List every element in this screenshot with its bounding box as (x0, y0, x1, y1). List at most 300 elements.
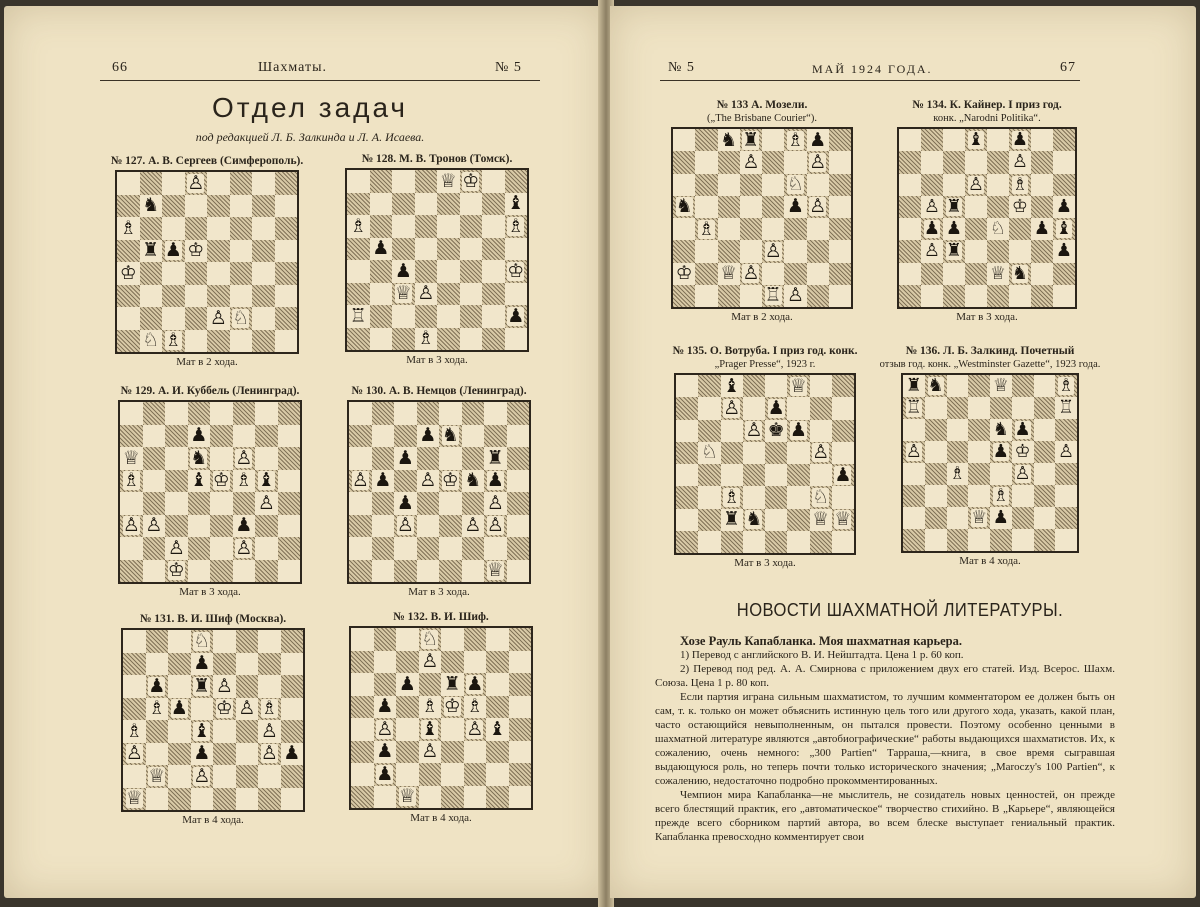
board-square (903, 507, 925, 529)
white-queen-icon: ♕ (398, 785, 416, 808)
board-square (372, 560, 395, 583)
white-bishop-icon: ♗ (697, 217, 715, 240)
board-square (987, 285, 1009, 307)
board-square (419, 628, 442, 651)
white-queen-icon: ♕ (486, 559, 504, 582)
white-pawn-icon: ♙ (419, 469, 437, 492)
board-square (117, 217, 140, 240)
board-square (123, 675, 146, 698)
board-square (236, 765, 259, 788)
board-square (990, 485, 1012, 507)
board-square (943, 151, 965, 173)
board-square (120, 470, 143, 493)
board-square (987, 196, 1009, 218)
board-square (278, 470, 301, 493)
board-square (275, 307, 298, 330)
board-square (482, 305, 505, 328)
board-square (213, 765, 236, 788)
board-square (1012, 441, 1034, 463)
white-knight-icon: ♘ (812, 485, 830, 508)
board-square (990, 419, 1012, 441)
board-square (832, 397, 854, 419)
board-square (162, 285, 185, 308)
white-king-icon: ♔ (507, 259, 525, 282)
board-square (987, 263, 1009, 285)
board-square (486, 696, 509, 719)
board-square (1012, 485, 1034, 507)
board-square (807, 285, 829, 307)
board-square (117, 195, 140, 218)
board-square (482, 215, 505, 238)
board-square (462, 515, 485, 538)
board-square (351, 696, 374, 719)
board-square (210, 492, 233, 515)
board-square (437, 283, 460, 306)
board-square (439, 515, 462, 538)
board-square (230, 285, 253, 308)
board-square (1053, 218, 1075, 240)
board-square (281, 630, 304, 653)
board-square (370, 215, 393, 238)
board-square (921, 218, 943, 240)
board-square (349, 470, 372, 493)
board-square (278, 492, 301, 515)
board-square (255, 537, 278, 560)
board-square (392, 283, 415, 306)
white-knight-icon: ♘ (142, 329, 160, 352)
problem-stipulation: Мат в 2 хода. (176, 356, 238, 368)
board-square (188, 560, 211, 583)
board-square (1012, 529, 1034, 551)
board-square (210, 470, 233, 493)
black-pawn-icon: ♟ (923, 218, 941, 240)
board-square (965, 174, 987, 196)
problem-caption: № 130. А. В. Немцов (Ленинград). (351, 385, 527, 397)
black-rook-icon: ♜ (945, 240, 963, 262)
board-square (236, 743, 259, 766)
white-pawn-icon: ♙ (351, 469, 369, 492)
board-square (394, 402, 417, 425)
board-square (765, 486, 787, 508)
board-square (441, 741, 464, 764)
black-knight-icon: ♞ (441, 424, 459, 447)
board-square (207, 240, 230, 263)
board-square (347, 305, 370, 328)
chess-board (121, 628, 305, 812)
board-square (505, 328, 528, 351)
black-pawn-icon: ♟ (1033, 218, 1051, 240)
black-rook-icon: ♜ (742, 128, 760, 151)
white-bishop-icon: ♗ (349, 214, 367, 237)
board-square (351, 651, 374, 674)
news-heading: НОВОСТИ ШАХМАТНОЙ ЛИТЕРАТУРЫ. (736, 600, 1064, 620)
board-square (810, 420, 832, 442)
white-queen-icon: ♕ (971, 507, 988, 528)
board-square (394, 537, 417, 560)
problem-132 (316, 610, 566, 824)
board-grid (121, 628, 305, 812)
white-knight-icon: ♘ (193, 629, 211, 652)
white-bishop-icon: ♗ (122, 469, 140, 492)
black-pawn-icon: ♟ (834, 463, 852, 486)
black-pawn-icon: ♟ (148, 674, 166, 697)
board-square (233, 470, 256, 493)
white-queen-icon: ♕ (439, 169, 457, 192)
book-title: Хозе Рауль Капабланка. Моя шахматная карьера. (680, 634, 963, 648)
board-square (507, 447, 530, 470)
board-square (947, 463, 969, 485)
white-bishop-icon: ♗ (164, 329, 182, 352)
board-square (695, 196, 717, 218)
board-square (462, 560, 485, 583)
board-square (374, 741, 397, 764)
board-square (117, 262, 140, 285)
white-pawn-icon: ♙ (486, 491, 504, 514)
board-square (698, 375, 720, 397)
problem-source: конк. „Narodni Politika“. (933, 113, 1041, 124)
board-square (168, 698, 191, 721)
problem-stipulation: Мат в 3 хода. (956, 311, 1018, 323)
problem-stipulation: Мат в 4 хода. (410, 812, 472, 824)
board-square (1053, 174, 1075, 196)
white-queen-icon: ♕ (125, 787, 143, 810)
board-square (507, 537, 530, 560)
white-queen-icon: ♕ (989, 262, 1007, 284)
board-square (1009, 129, 1031, 151)
right-header-rule (660, 80, 1080, 81)
board-square (509, 696, 532, 719)
white-pawn-icon: ♙ (812, 441, 830, 464)
board-square (509, 741, 532, 764)
board-square (396, 741, 419, 764)
left-page-number: 66 (112, 60, 128, 75)
black-knight-icon: ♞ (1011, 262, 1029, 284)
board-square (484, 515, 507, 538)
board-square (213, 675, 236, 698)
board-square (417, 515, 440, 538)
board-square (740, 240, 762, 262)
board-square (673, 240, 695, 262)
board-square (965, 218, 987, 240)
board-square (417, 470, 440, 493)
board-square (484, 470, 507, 493)
board-square (721, 397, 743, 419)
board-square (486, 763, 509, 786)
board-square (965, 196, 987, 218)
board-square (743, 420, 765, 442)
white-king-icon: ♔ (187, 239, 205, 262)
board-square (903, 485, 925, 507)
black-bishop-icon: ♝ (421, 717, 439, 740)
white-pawn-icon: ♙ (786, 284, 804, 307)
board-square (1031, 285, 1053, 307)
board-square (718, 196, 740, 218)
board-square (762, 196, 784, 218)
board-square (462, 537, 485, 560)
board-square (1012, 463, 1034, 485)
board-square (899, 218, 921, 240)
board-square (258, 720, 281, 743)
board-square (347, 283, 370, 306)
white-queen-icon: ♕ (992, 375, 1009, 396)
chess-board (671, 127, 853, 309)
board-square (258, 675, 281, 698)
black-bishop-icon: ♝ (257, 469, 275, 492)
black-knight-icon: ♞ (675, 195, 693, 218)
board-square (396, 786, 419, 809)
board-square (925, 463, 947, 485)
board-square (965, 240, 987, 262)
board-square (351, 741, 374, 764)
board-square (1055, 463, 1077, 485)
board-square (787, 531, 809, 553)
board-square (787, 442, 809, 464)
white-pawn-icon: ♙ (193, 764, 211, 787)
board-square (765, 375, 787, 397)
black-rook-icon: ♜ (443, 672, 461, 695)
board-square (191, 630, 214, 653)
board-square (207, 195, 230, 218)
board-square (252, 172, 275, 195)
problem-caption: № 128. М. В. Тронов (Томск). (361, 153, 513, 165)
board-square (233, 425, 256, 448)
board-square (233, 447, 256, 470)
board-square (990, 397, 1012, 419)
board-square (394, 447, 417, 470)
board-square (921, 263, 943, 285)
board-square (509, 673, 532, 696)
board-square (1055, 485, 1077, 507)
board-square (943, 263, 965, 285)
board-square (372, 537, 395, 560)
board-square (120, 492, 143, 515)
board-square (698, 397, 720, 419)
board-square (464, 741, 487, 764)
black-pawn-icon: ♟ (396, 446, 414, 469)
white-bishop-icon: ♗ (1011, 173, 1029, 195)
board-square (275, 195, 298, 218)
board-square (509, 763, 532, 786)
board-square (925, 485, 947, 507)
black-pawn-icon: ♟ (767, 396, 785, 419)
board-square (415, 283, 438, 306)
board-square (188, 402, 211, 425)
board-square (143, 515, 166, 538)
board-square (439, 447, 462, 470)
board-square (464, 673, 487, 696)
board-square (743, 509, 765, 531)
board-square (278, 447, 301, 470)
board-square (721, 509, 743, 531)
board-square (1053, 196, 1075, 218)
board-square (673, 151, 695, 173)
board-square (374, 763, 397, 786)
board-square (210, 402, 233, 425)
board-square (721, 486, 743, 508)
white-knight-icon: ♘ (232, 306, 250, 329)
board-grid (897, 127, 1077, 309)
white-king-icon: ♔ (215, 697, 233, 720)
black-pawn-icon: ♟ (374, 469, 392, 492)
white-pawn-icon: ♙ (464, 514, 482, 537)
black-pawn-icon: ♟ (164, 239, 182, 262)
board-square (505, 238, 528, 261)
board-square (281, 653, 304, 676)
board-square (419, 673, 442, 696)
board-square (1009, 263, 1031, 285)
white-bishop-icon: ♗ (260, 697, 278, 720)
board-square (482, 170, 505, 193)
board-square (281, 698, 304, 721)
board-square (255, 425, 278, 448)
problem-127 (82, 154, 332, 368)
board-square (921, 196, 943, 218)
black-knight-icon: ♞ (190, 446, 208, 469)
white-pawn-icon: ♙ (742, 262, 760, 285)
board-square (162, 307, 185, 330)
board-square (207, 307, 230, 330)
white-pawn-icon: ♙ (396, 514, 414, 537)
board-square (437, 328, 460, 351)
black-knight-icon: ♞ (745, 508, 763, 531)
board-square (439, 492, 462, 515)
board-square (213, 743, 236, 766)
board-square (899, 240, 921, 262)
board-square (140, 262, 163, 285)
board-square (349, 537, 372, 560)
board-square (1034, 507, 1056, 529)
board-square (762, 151, 784, 173)
board-square (740, 218, 762, 240)
board-square (787, 486, 809, 508)
chess-board (345, 168, 529, 352)
board-square (191, 788, 214, 811)
board-square (762, 285, 784, 307)
board-square (441, 718, 464, 741)
board-square (143, 447, 166, 470)
white-king-icon: ♔ (675, 262, 693, 285)
white-knight-icon: ♘ (421, 627, 439, 650)
board-square (396, 673, 419, 696)
board-square (1055, 529, 1077, 551)
board-square (507, 492, 530, 515)
board-square (417, 537, 440, 560)
board-square (143, 425, 166, 448)
board-square (351, 628, 374, 651)
problem-135 (640, 344, 890, 569)
board-square (676, 464, 698, 486)
board-square (698, 531, 720, 553)
board-square (765, 509, 787, 531)
board-square (1034, 441, 1056, 463)
board-square (123, 765, 146, 788)
white-bishop-icon: ♗ (992, 485, 1009, 506)
board-square (486, 651, 509, 674)
board-square (676, 531, 698, 553)
problem-caption: № 132. В. И. Шиф. (393, 611, 489, 623)
section-subtitle: под редакцией Л. Б. Залкинда и Л. А. Исаева. (195, 130, 425, 144)
right-page-number: 67 (1060, 60, 1076, 75)
board-square (743, 531, 765, 553)
board-square (1009, 196, 1031, 218)
board-square (1031, 218, 1053, 240)
board-square (765, 397, 787, 419)
problem-caption: № 127. А. В. Сергеев (Симферополь). (110, 155, 304, 167)
board-square (1055, 441, 1077, 463)
problem-stipulation: Мат в 3 хода. (408, 586, 470, 598)
board-square (210, 515, 233, 538)
board-square (120, 537, 143, 560)
board-square (168, 788, 191, 811)
white-king-icon: ♔ (1011, 195, 1029, 217)
board-square (721, 464, 743, 486)
board-square (140, 217, 163, 240)
board-square (899, 196, 921, 218)
problem-caption: № 136. Л. Б. Залкинд. Почетный (905, 345, 1075, 357)
board-square (943, 218, 965, 240)
board-square (903, 397, 925, 419)
white-bishop-icon: ♗ (466, 695, 484, 718)
board-square (486, 741, 509, 764)
board-square (392, 215, 415, 238)
board-square (281, 720, 304, 743)
board-square (921, 240, 943, 262)
board-square (698, 420, 720, 442)
board-square (230, 217, 253, 240)
black-knight-icon: ♞ (720, 128, 738, 151)
problem-134 (862, 98, 1112, 323)
board-square (419, 696, 442, 719)
board-square (213, 653, 236, 676)
board-square (1009, 218, 1031, 240)
white-rook-icon: ♖ (349, 304, 367, 327)
board-square (1031, 129, 1053, 151)
board-square (441, 763, 464, 786)
board-square (143, 402, 166, 425)
board-square (740, 129, 762, 151)
board-square (143, 537, 166, 560)
white-pawn-icon: ♙ (809, 150, 827, 173)
board-square (832, 531, 854, 553)
board-square (441, 651, 464, 674)
board-square (698, 442, 720, 464)
board-square (207, 285, 230, 308)
board-square (460, 170, 483, 193)
black-rook-icon: ♜ (905, 375, 922, 396)
board-square (509, 628, 532, 651)
board-square (784, 285, 806, 307)
board-square (351, 763, 374, 786)
board-square (275, 285, 298, 308)
board-square (965, 129, 987, 151)
board-square (765, 420, 787, 442)
board-square (740, 285, 762, 307)
board-square (829, 174, 851, 196)
board-square (505, 170, 528, 193)
board-square (255, 515, 278, 538)
chess-board (901, 373, 1079, 553)
board-square (146, 743, 169, 766)
black-bishop-icon: ♝ (967, 129, 985, 151)
section-title: Отдел задач (211, 92, 409, 123)
paragraph: 1) Перевод с английского В. И. Нейштадта. Цена 1 р. 60 коп. (680, 649, 964, 661)
board-square (233, 402, 256, 425)
board-square (120, 560, 143, 583)
board-square (146, 675, 169, 698)
board-square (396, 628, 419, 651)
board-square (787, 397, 809, 419)
board-square (392, 193, 415, 216)
